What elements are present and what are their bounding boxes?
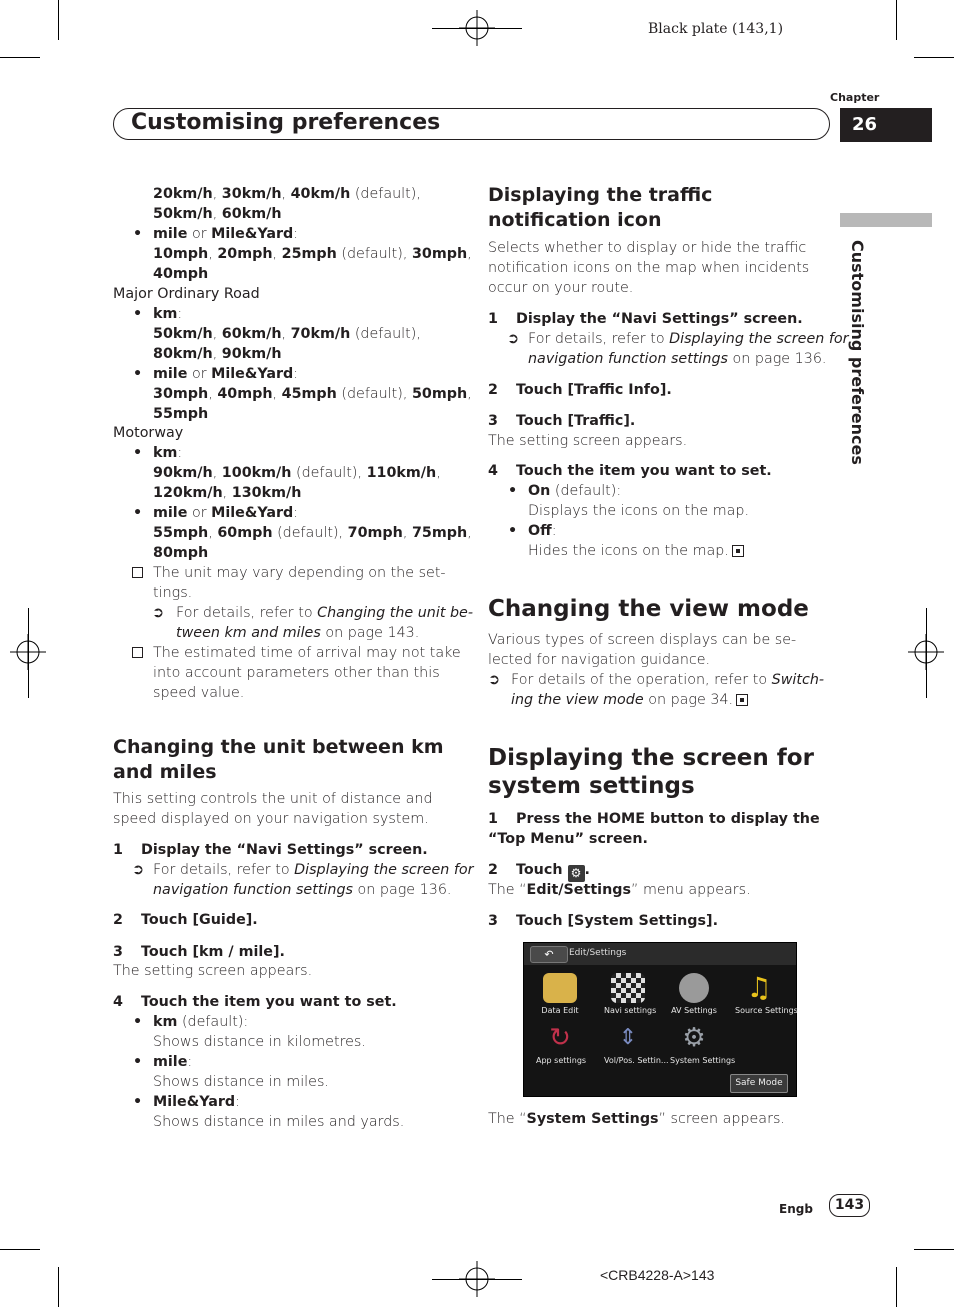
document-code: <CRB4228-A>143 xyxy=(600,1267,715,1283)
safe-mode-button[interactable]: Safe Mode xyxy=(730,1074,788,1093)
step-2: 2 Touch ⚙ . xyxy=(488,862,590,880)
section-heading-view-mode: Changing the view mode xyxy=(488,596,809,622)
reference: tween km and miles on page 143. xyxy=(176,625,420,641)
section-heading-system: Displaying the screen for xyxy=(488,745,814,771)
unit-option-km: km: xyxy=(153,445,183,461)
final-result: The “System Settings” screen appears. xyxy=(488,1111,785,1127)
bullet: • xyxy=(133,445,143,461)
step-2: 2 Touch [Guide]. xyxy=(113,912,258,928)
note-checkbox-icon xyxy=(132,647,143,658)
step-4: 4 Touch the item you want to set. xyxy=(113,994,397,1010)
crop-mark xyxy=(0,57,40,58)
crop-mark xyxy=(432,1279,522,1280)
unit-option-mile: mile or Mile&Yard: xyxy=(153,226,299,242)
unit-option-km: km: xyxy=(153,306,183,322)
reference: For details, refer to Displaying the screen for xyxy=(153,862,474,878)
option-desc: Shows distance in miles. xyxy=(153,1074,329,1090)
speed-line: 120km/h, 130km/h xyxy=(153,485,302,501)
option-desc: Displays the icons on the map. xyxy=(528,503,750,519)
step-1: 1 Press the HOME button to display the xyxy=(488,811,820,827)
arrow-icon: ➲ xyxy=(152,605,164,621)
step-3: 3 Touch [Traffic]. xyxy=(488,413,636,429)
intro-text: occur on your route. xyxy=(488,280,634,296)
option-off: Off: xyxy=(528,523,557,539)
side-tab xyxy=(840,213,932,227)
option-desc: Shows distance in kilometres. xyxy=(153,1034,366,1050)
reference: navigation function settings on page 136. xyxy=(528,351,827,367)
note-checkbox-icon xyxy=(132,567,143,578)
step-4: 4 Touch the item you want to set. xyxy=(488,463,772,479)
bullet: • xyxy=(508,523,518,539)
intro-text: notification icons on the map when incidents xyxy=(488,260,810,276)
reference: For details, refer to Changing the unit be- xyxy=(176,605,474,621)
speed-line: 40mph xyxy=(153,266,209,282)
plate-label: Black plate (143,1) xyxy=(648,21,784,37)
tile-source-settings[interactable]: ♫ Source Settings xyxy=(735,971,798,1015)
end-mark-icon xyxy=(736,694,748,706)
crop-mark xyxy=(926,608,927,698)
reference: ing the view mode on page 34. xyxy=(511,690,748,710)
step-1-cont: “Top Menu” screen. xyxy=(488,831,648,847)
bullet: • xyxy=(133,366,143,382)
tile-system-settings[interactable]: ⚙ System Settings xyxy=(670,1023,736,1065)
data-edit-icon xyxy=(543,973,577,1003)
section-heading: notification icon xyxy=(488,209,662,231)
option-mile: mile: xyxy=(153,1054,193,1070)
speed-line: 90km/h, 100km/h (default), 110km/h, xyxy=(153,465,441,481)
step-1: 1 Display the “Navi Settings” screen. xyxy=(488,311,803,327)
arrow-icon: ➲ xyxy=(132,862,144,878)
step-result: The setting screen appears. xyxy=(488,433,688,449)
option-on: On (default): xyxy=(528,483,622,499)
reference: For details, refer to Displaying the screen for xyxy=(528,331,849,347)
note-text: The estimated time of arrival may not take xyxy=(153,645,461,661)
language-code: Engb xyxy=(779,1202,813,1216)
reference: navigation function settings on page 136. xyxy=(153,882,452,898)
bullet: • xyxy=(133,1094,143,1110)
crop-mark xyxy=(432,28,522,29)
note-text: speed value. xyxy=(153,685,245,701)
intro-text: speed displayed on your navigation system. xyxy=(113,811,429,827)
speed-line: 55mph xyxy=(153,406,209,422)
reference: For details of the operation, refer to Switch- xyxy=(511,672,825,688)
option-desc: Hides the icons on the map. xyxy=(528,541,744,561)
section-heading: Displaying the traffic xyxy=(488,184,713,206)
road-type-title: Motorway xyxy=(113,425,184,441)
step-2: 2 Touch [Traffic Info]. xyxy=(488,382,672,398)
tile-vol-pos[interactable]: ⇕ Vol/Pos. Settin... xyxy=(604,1025,669,1065)
bullet: • xyxy=(133,1054,143,1070)
speed-line: 10mph, 20mph, 25mph (default), 30mph, xyxy=(153,246,472,262)
bullet: • xyxy=(133,306,143,322)
crop-mark xyxy=(914,1249,954,1250)
road-type-title: Major Ordinary Road xyxy=(113,286,260,302)
app-sync-icon: ↻ xyxy=(549,1023,571,1053)
speed-line: 50km/h, 60km/h, 70km/h (default), xyxy=(153,326,421,342)
note-text: The unit may vary depending on the set- xyxy=(153,565,446,581)
section-heading-system: system settings xyxy=(488,773,695,799)
intro-text: lected for navigation guidance. xyxy=(488,652,711,668)
bullet: • xyxy=(508,483,518,499)
speed-line: 55mph, 60mph (default), 70mph, 75mph, xyxy=(153,525,472,541)
step-result: The setting screen appears. xyxy=(113,963,313,979)
unit-option-mile: mile or Mile&Yard: xyxy=(153,505,299,521)
speed-line: 80km/h, 90km/h xyxy=(153,346,282,362)
intro-text: This setting controls the unit of distance and xyxy=(113,791,433,807)
speed-line: 30mph, 40mph, 45mph (default), 50mph, xyxy=(153,386,472,402)
option-desc: Shows distance in miles and yards. xyxy=(153,1114,405,1130)
tile-navi-settings[interactable]: Navi settings xyxy=(604,973,652,1015)
end-mark-icon xyxy=(732,545,744,557)
speed-line: 80mph xyxy=(153,545,209,561)
step-3: 3 Touch [System Settings]. xyxy=(488,913,718,929)
section-heading: Changing the unit between km xyxy=(113,736,444,758)
settings-gear-icon: ⚙ xyxy=(568,865,585,882)
bullet-mile: • xyxy=(133,226,143,242)
bullet: • xyxy=(133,505,143,521)
crop-mark xyxy=(28,608,29,698)
tile-av-settings[interactable]: AV Settings xyxy=(670,973,718,1015)
step-result: The “Edit/Settings” menu appears. xyxy=(488,882,751,898)
section-heading: and miles xyxy=(113,761,217,783)
crop-mark xyxy=(896,0,897,40)
step-1: 1 Display the “Navi Settings” screen. xyxy=(113,842,428,858)
speed-line: 50km/h, 60km/h xyxy=(153,206,282,222)
option-km: km (default): xyxy=(153,1014,249,1030)
crop-mark xyxy=(58,0,59,40)
intro-text: Selects whether to display or hide the traffic xyxy=(488,240,807,256)
crop-mark xyxy=(896,1267,897,1307)
crop-mark xyxy=(58,1267,59,1307)
chapter-title: Customising preferences xyxy=(131,110,441,135)
unit-option-mile: mile or Mile&Yard: xyxy=(153,366,299,382)
screenshot-title: Edit/Settings xyxy=(569,948,627,958)
gear-icon: ⚙ xyxy=(682,1023,706,1053)
arrow-icon: ➲ xyxy=(488,672,500,688)
chapter-label: Chapter xyxy=(830,91,880,104)
chapter-number: 26 xyxy=(840,108,932,142)
note-text: into account parameters other than this xyxy=(153,665,440,681)
crop-mark xyxy=(0,1249,40,1250)
side-tab-label: Customising preferences xyxy=(848,240,867,465)
back-button[interactable]: ↶ xyxy=(530,946,568,963)
note-text: tings. xyxy=(153,585,193,601)
bullet: • xyxy=(133,1014,143,1030)
tile-app-settings[interactable]: ↻ App settings xyxy=(536,1023,587,1065)
arrow-icon: ➲ xyxy=(507,331,519,347)
volume-position-icon: ⇕ xyxy=(618,1025,638,1050)
option-mileyard: Mile&Yard: xyxy=(153,1094,240,1110)
checkered-flag-icon xyxy=(611,973,645,1003)
edit-settings-screenshot xyxy=(523,942,797,1097)
speed-line: 20km/h, 30km/h, 40km/h (default), xyxy=(153,186,421,202)
page-number: 143 xyxy=(829,1194,870,1217)
tile-data-edit[interactable]: Data Edit xyxy=(536,973,584,1015)
crop-mark xyxy=(914,57,954,58)
music-note-icon: ♫ xyxy=(746,971,772,1004)
intro-text: Various types of screen displays can be se- xyxy=(488,632,797,648)
step-3: 3 Touch [km / mile]. xyxy=(113,944,285,960)
speaker-icon xyxy=(679,973,709,1003)
